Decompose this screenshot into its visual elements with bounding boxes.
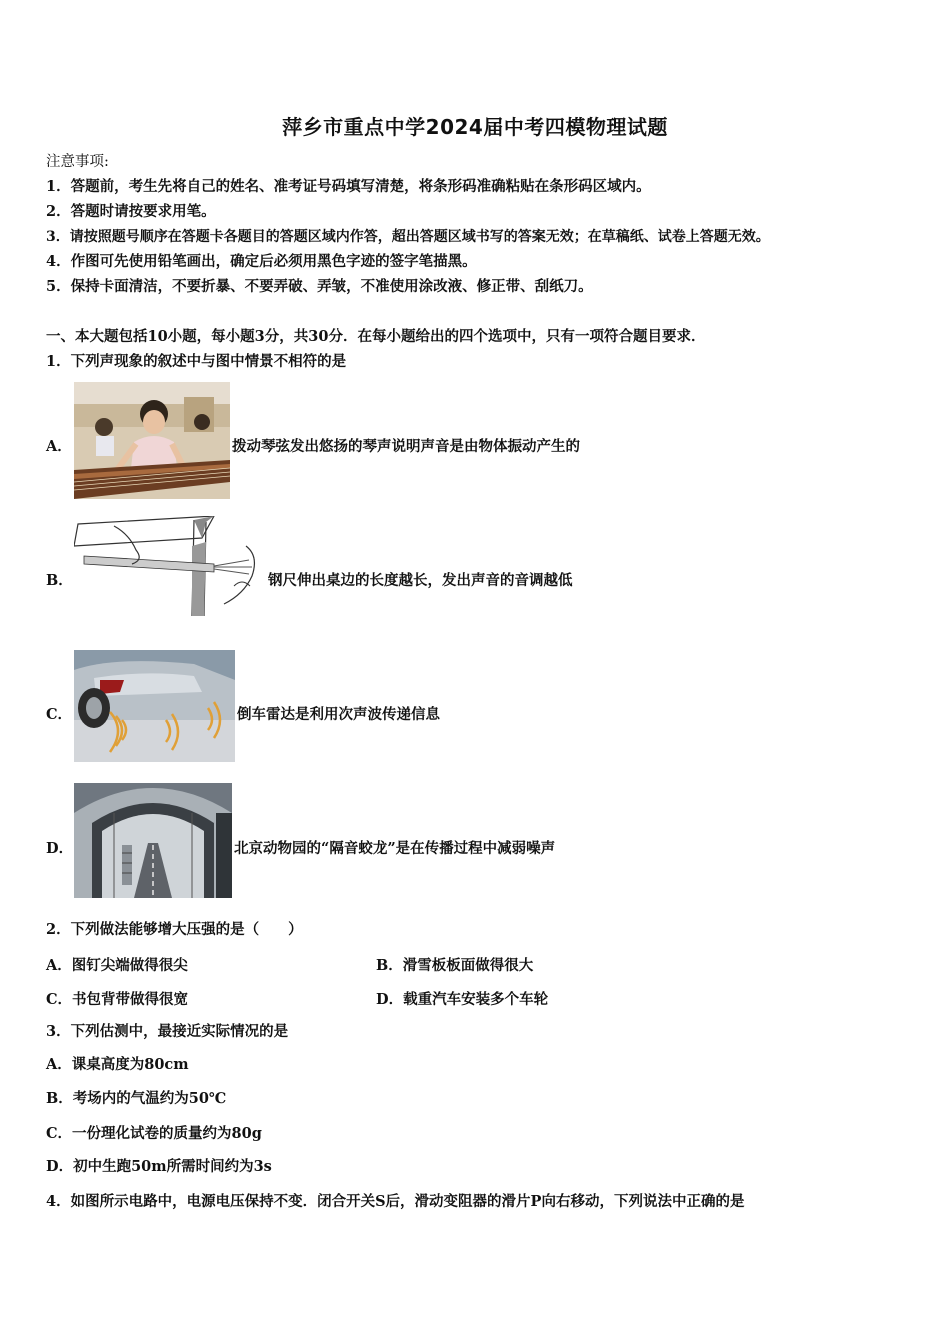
question-3-stem: 3．下列估测中，最接近实际情况的是 [46, 1023, 289, 1040]
option-c-text: 倒车雷达是利用次声波传递信息 [237, 706, 440, 723]
ruler-table-drawing [74, 516, 266, 618]
q2-option-c: C．书包背带做得很宽 [46, 991, 189, 1008]
parking-radar-photo [74, 650, 235, 762]
q2-option-b: B．滑雪板板面做得很大 [376, 957, 534, 974]
section-heading: 一、本大题包括10小题，每小题3分，共30分．在每小题给出的四个选项中，只有一项符合题目要求． [46, 328, 706, 345]
q2-option-d: D．载重汽车安装多个车轮 [376, 991, 549, 1008]
notice-item: 4．作图可先使用铅笔画出，确定后必须用黑色字迹的签字笔描黑。 [46, 253, 477, 270]
option-b-text: 钢尺伸出桌边的长度越长，发出声音的音调越低 [268, 572, 573, 589]
notice-item: 2．答题时请按要求用笔。 [46, 203, 216, 220]
notice-item: 1．答题前，考生先将自己的姓名、准考证号码填写清楚，将条形码准确粘贴在条形码区域内。 [46, 178, 651, 195]
option-a-label: A． [46, 438, 72, 455]
option-c-label: C． [46, 706, 73, 723]
q3-option-b: B．考场内的气温约为50℃ [46, 1090, 227, 1107]
q2-option-a: A．图钉尖端做得很尖 [46, 957, 188, 974]
q3-option-c: C．一份理化试卷的质量约为80g [46, 1125, 262, 1142]
question-4-stem: 4．如图所示电路中，电源电压保持不变．闭合开关S后，滑动变阻器的滑片P向右移动，下列说法中正确的是 [46, 1193, 745, 1210]
page-title: 萍乡市重点中学2024届中考四模物理试题 [282, 115, 668, 139]
option-d-text: 北京动物园的“隔音蛟龙”是在传播过程中减弱噪声 [234, 840, 556, 857]
option-a-text: 拨动琴弦发出悠扬的琴声说明声音是由物体振动产生的 [232, 438, 580, 455]
guzheng-photo [74, 382, 230, 499]
q3-option-a: A．课桌高度为80cm [46, 1056, 189, 1073]
notice-item: 5．保持卡面清洁，不要折暴、不要弄破、弄皱，不准使用涂改液、修正带、刮纸刀。 [46, 278, 593, 295]
notice-item: 3．请按照题号顺序在答题卡各题目的答题区域内作答，超出答题区域书写的答案无效；在草稿纸、试卷上答题无效。 [46, 229, 770, 245]
question-1-stem: 1．下列声现象的叙述中与图中情景不相符的是 [46, 353, 347, 370]
q3-option-d: D．初中生跑50m所需时间约为3s [46, 1158, 272, 1175]
notice-heading: 注意事项: [46, 154, 109, 170]
sound-barrier-tunnel-photo [74, 783, 232, 898]
option-b-label: B． [46, 572, 73, 589]
question-2-stem: 2．下列做法能够增大压强的是（ ） [46, 921, 303, 938]
option-d-label: D． [46, 840, 74, 857]
